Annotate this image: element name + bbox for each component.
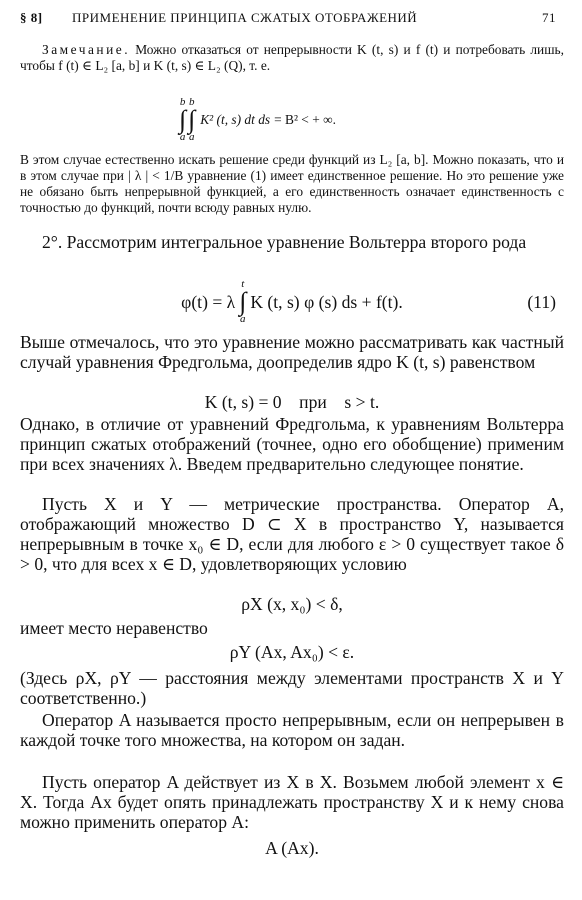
equation-number: (11) <box>527 292 556 312</box>
paragraph-operator-iteration: Пусть оператор A действует из X в X. Возьмем любой элемент x ∈ X. Тогда Ax будет опять принадлежать пространству X и к нему снова можно применить оператор A: <box>20 772 564 832</box>
integral-upper-limit: b <box>179 95 186 108</box>
double-application: A (Ax). <box>265 838 319 858</box>
remark-text-2: В этом случае естественно искать решение среди функций из L₂ [a, b]. Можно показать, что и в этом случае при | λ | < 1/B уравнение (1) имеет единственное решение. Но это решение уже не обязано быть непрерывной функцией, а его единственность означает единственность с точностью до функций, почти всюду равных нулю. <box>20 152 564 215</box>
equation-11 <box>20 272 564 332</box>
section-marker: § 8] <box>20 10 43 25</box>
integral-lower-limit: a <box>179 131 186 144</box>
paragraph-continuity-definition: Пусть X и Y — метрические пространства. Оператор A, отображающий множество D ⊂ X в пространство Y, называется непрерывным в точке x₀ ∈ D, если для любого ε > 0 существует такое δ > 0, что для всех x ∈ D, удовлетворяющих условию <box>20 494 564 574</box>
integral-sign: ∫ <box>179 104 187 134</box>
running-title: ПРИМЕНЕНИЕ ПРИНЦИПА СЖАТЫХ ОТОБРАЖЕНИЙ <box>72 10 418 25</box>
integral-sign: ∫ <box>188 104 196 134</box>
integral-lower-limit: a <box>188 131 195 144</box>
paragraph-volterra: Однако, в отличие от уравнений Фредгольма, к уравнениям Вольтерра принцип сжатых отображений (точнее, одно его обобщение) применим при всех значениях λ. Введем предварительно следующее понятие. <box>20 414 564 474</box>
running-header <box>20 8 564 30</box>
double-integral-sign <box>178 97 196 144</box>
eq11-integral <box>239 279 246 326</box>
integral-upper-limit: b <box>188 95 195 108</box>
paragraph-distances-note: (Здесь ρX, ρY — расстояния между элементами пространств X и Y соответственно.) <box>20 668 564 708</box>
eq11-lower-limit: a <box>240 313 246 326</box>
kernel-definition: K (t, s) = 0 при s > t. <box>204 392 380 412</box>
integrand: K² (t, s) dt ds <box>200 112 271 127</box>
page-number: 71 <box>542 10 556 25</box>
integral-sign: ∫ <box>239 286 247 316</box>
eq11-right: K (t, s) φ (s) ds + f(t). <box>250 292 403 312</box>
remark-paragraph <box>20 42 564 92</box>
book-page <box>20 8 564 860</box>
rho-y-inequality: ρY (Ax, Ax₀) < ε. <box>229 642 355 662</box>
paragraph-inequality-intro: имеет место неравенство <box>20 618 208 638</box>
eq11-upper-limit: t <box>241 277 245 290</box>
section-2-intro: 2°. Рассмотрим интегральное уравнение Вольтерра второго рода <box>42 232 527 252</box>
rho-x-condition: ρX (x, x₀) < δ, <box>241 594 343 614</box>
remark-label: Замечание. <box>42 42 131 57</box>
formula-result: = B² < + ∞. <box>274 112 336 127</box>
remark-text-1: Можно отказаться от непрерывности K (t, s) и f (t) и потребовать лишь, чтобы f (t) ∈ L₂ [a, b] и K (t, s) ∈ L₂ (Q), т. е. <box>20 42 564 73</box>
paragraph-fredholm: Выше отмечалось, что это уравнение можно рассматривать как частный случай уравнения Фредгольма, доопределив ядро K (t, s) равенством <box>20 332 564 372</box>
double-integral-formula <box>0 92 564 148</box>
paragraph-continuous-operator: Оператор A называется просто непрерывным, если он непрерывен в каждой точке того множества, на котором он задан. <box>20 710 564 750</box>
eq11-left: φ(t) = λ <box>181 292 236 312</box>
